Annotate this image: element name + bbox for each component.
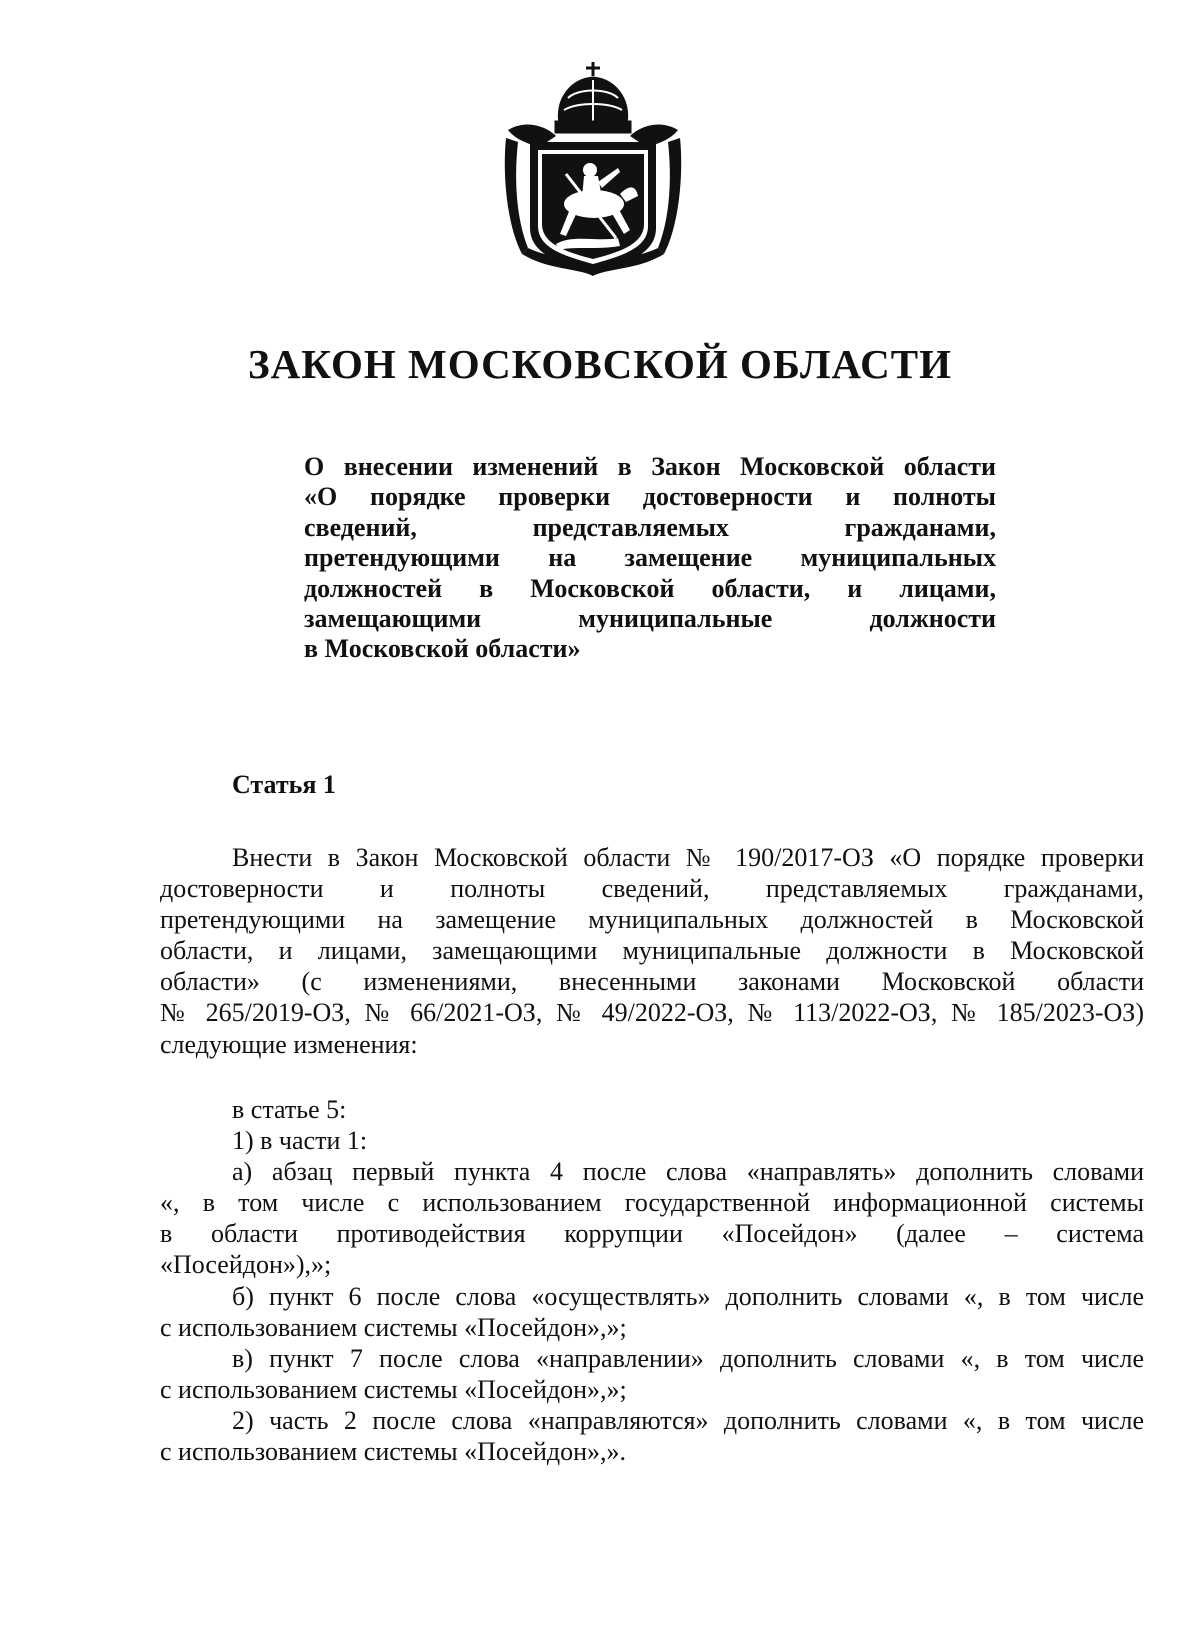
subtitle-line: в Московской области» (304, 634, 581, 664)
amendment-line: б) пункт 6 после слова «осуществлять» дополнить словами «, в том числе (232, 1281, 1144, 1311)
amendment-line: «Посейдон»),»; (160, 1250, 332, 1280)
amendment-line: с использованием системы «Посейдон»,»; (160, 1312, 627, 1342)
paragraph-line: Внести в Закон Московской области № 190/2017-ОЗ «О порядке проверки (232, 843, 1144, 872)
amendment-line: а) абзац первый пункта 4 после слова «направлять» дополнить словами (232, 1157, 1144, 1187)
coat-of-arms-icon (498, 58, 688, 280)
amendment-line: 1) в части 1: (232, 1126, 368, 1156)
subtitle-line: «О порядке проверки достоверности и полноты (304, 482, 996, 512)
paragraph-line: достоверности и полноты сведений, представляемых гражданами, (160, 874, 1144, 904)
subtitle-line: сведений, представляемых гражданами, (304, 512, 996, 542)
amendment-line: в) пункт 7 после слова «направлении» дополнить словами «, в том числе (232, 1343, 1144, 1373)
article-intro-paragraph (160, 842, 1144, 1060)
amendment-line: «, в том числе с использованием государственной информационной системы (160, 1188, 1144, 1218)
subtitle-line: должностей в Московской области, и лицами, (304, 573, 996, 603)
paragraph-line: № 265/2019-ОЗ, № 66/2021-ОЗ, № 49/2022-ОЗ, № 113/2022-ОЗ, № 185/2023-ОЗ) (160, 998, 1144, 1028)
amendments-list (160, 1094, 1144, 1467)
law-title: ЗАКОН МОСКОВСКОЙ ОБЛАСТИ (248, 341, 952, 387)
article-heading: Статья 1 (232, 770, 336, 799)
subtitle-line: О внесении изменений в Закон Московской области (304, 452, 996, 481)
amendment-line: с использованием системы «Посейдон»,»; (160, 1374, 627, 1404)
amendment-line: в статье 5: (232, 1095, 347, 1124)
subtitle-line: претендующими на замещение муниципальных (304, 543, 996, 573)
paragraph-line: следующие изменения: (160, 1029, 418, 1059)
paragraph-line: области, и лицами, замещающими муниципальные должности в Московской (160, 936, 1144, 966)
amendment-line: в области противодействия коррупции «Посейдон» (далее – система (160, 1219, 1144, 1249)
paragraph-line: претендующими на замещение муниципальных должностей в Московской (160, 905, 1144, 935)
paragraph-line: области» (с изменениями, внесенными законами Московской области (160, 967, 1144, 997)
law-subtitle (304, 452, 996, 665)
amendment-line: с использованием системы «Посейдон»,». (160, 1437, 627, 1467)
amendment-line: 2) часть 2 после слова «направляются» дополнить словами «, в том числе (232, 1405, 1144, 1435)
subtitle-line: замещающими муниципальные должности (304, 604, 996, 634)
